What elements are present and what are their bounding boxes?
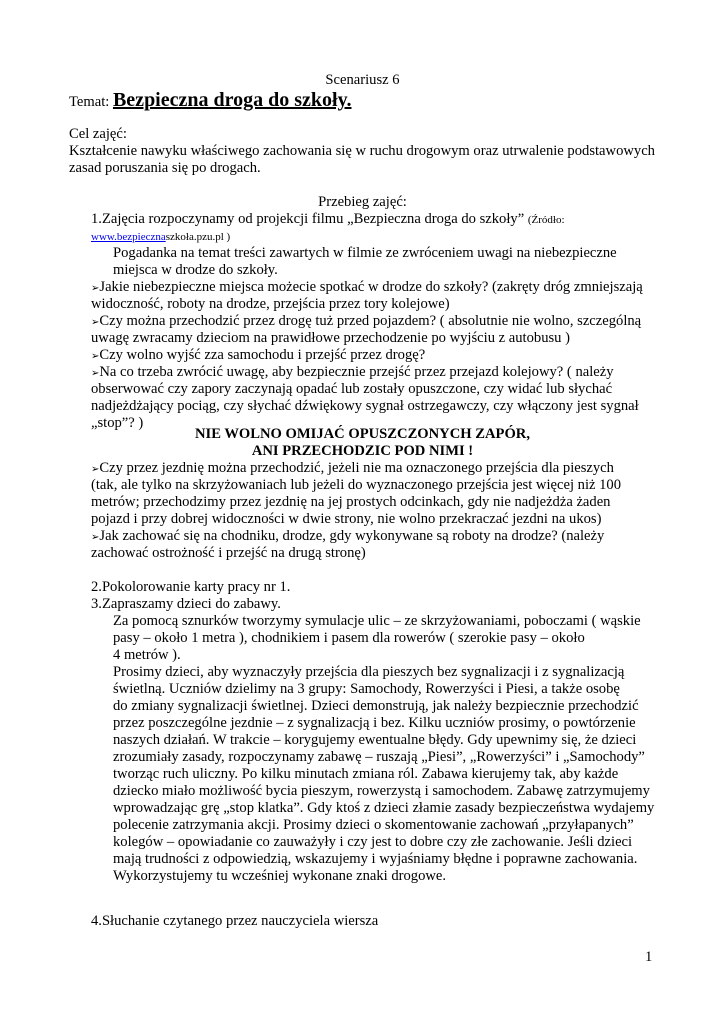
question-text: Czy można przechodzić przez drogę tuż przed pojazdem? ( absolutnie nie wolno, szczególną <box>99 313 642 329</box>
question-item <box>91 460 614 478</box>
question-text: uwagę zwracamy dzieciom na prawidłowe przechodzenie po wyjściu z autobusu ) <box>91 330 570 346</box>
talk-line: miejsca w drodze do szkoły. <box>113 262 278 278</box>
game-line: Za pomocą sznurków tworzymy symulacje ulic – ze skrzyżowaniami, poboczami ( wąskie <box>113 613 641 629</box>
page-number: 1 <box>645 949 653 965</box>
question-text: (tak, ale tylko na skrzyżowaniach lub jeżeli do wyznaczonego przejścia jest więcej niż 100 <box>91 477 622 493</box>
game-line: 4 metrów ). <box>113 647 181 663</box>
question-text: Czy przez jezdnię można przechodzić, jeżeli nie ma oznaczonego przejścia dla pieszych <box>99 460 614 476</box>
topic-line <box>69 89 352 113</box>
goal-line: Kształcenie nawyku właściwego zachowania się w ruchu drogowym oraz utrwalenie podstawowych <box>69 143 655 159</box>
item-1 <box>91 211 565 229</box>
item-2: 2.Pokolorowanie karty pracy nr 1. <box>91 579 291 595</box>
game-line: do zmiany sygnalizacji świetlnej. Dzieci demonstrują, jak należy bezpiecznie przechodzić <box>113 698 639 714</box>
topic-title: Bezpieczna droga do szkoły. <box>112 89 352 111</box>
question-text: nadjeżdżający pociąg, czy słychać dźwiękowy sygnał ostrzegawczy, czy włączony jest sygnał <box>91 398 639 414</box>
question-text: Czy wolno wyjść zza samochodu i przejść przez drogę? <box>99 347 426 363</box>
talk-line: Pogadanka na temat treści zawartych w filmie ze zwróceniem uwagi na niebezpieczne <box>113 245 617 261</box>
game-line: pasy – około 1 metra ), chodnikiem i pasem dla rowerów ( szerokie pasy – około <box>113 630 585 646</box>
source-link[interactable]: www.bezpieczna <box>91 231 166 243</box>
arrow-bullet-icon: ➢ <box>91 532 100 543</box>
goal-line: zasad poruszania się po drogach. <box>69 160 261 176</box>
question-text: „stop”? ) <box>91 415 144 431</box>
game-line: Wykorzystujemy tu wcześniej wykonane znaki drogowe. <box>113 868 447 884</box>
game-line: przez poszczególne jezdnie – z sygnalizacją i bez. Kilku uczniów prosimy, o powtórzenie <box>113 715 636 731</box>
question-text: obserwować czy zapory zaczynają opadać lub zostały opuszczone, czy widać lub słychać <box>91 381 613 397</box>
source-link-rest: szkoła.pzu.pl ) <box>165 231 231 243</box>
game-line: polecenie zatrzymania akcji. Prosimy dzieci o skomentowanie zachowań „przyłapanych” <box>113 817 634 833</box>
game-line: dziecko miało możliwość bycia pieszym, rowerzystą i samochodem. Zabawę zatrzymujemy <box>113 783 650 799</box>
arrow-bullet-icon: ➢ <box>91 283 100 294</box>
game-line: mają trudności z odpowiedzią, wskazujemy i wyjaśniamy błędne i poprawne zachowania. <box>113 851 638 867</box>
item-1-source: (Źródło: <box>527 214 565 226</box>
question-text: metrów; przechodzimy przez jezdnię na jej prostych odcinkach, gdy nie nadjeżdża żaden <box>91 494 611 510</box>
arrow-bullet-icon: ➢ <box>91 368 100 379</box>
arrow-bullet-icon: ➢ <box>91 464 100 475</box>
arrow-bullet-icon: ➢ <box>91 317 100 328</box>
question-text: Na co trzeba zwrócić uwagę, aby bezpiecznie przejść przez przejazd kolejowy? ( należy <box>99 364 614 380</box>
game-line: naszych działań. W trakcie – korygujemy ewentualne błędy. Gdy upewnimy się, że dzieci <box>113 732 637 748</box>
question-text: pojazd i przy dobrej widoczności w dwie strony, nie wolno przekraczać jezdni na ukos) <box>91 511 602 527</box>
question-item <box>91 364 614 382</box>
warning-line: ANI PRZECHODZIC POD NIMI ! <box>251 443 474 459</box>
question-item <box>91 313 641 331</box>
item-1-link-line <box>91 228 230 246</box>
scenario-label: Scenariusz 6 <box>325 72 400 88</box>
game-line: zrozumiały zasady, rozpoczynamy zabawę – ruszają „Piesi”, „Rowerzyści” i „Samochody” <box>113 749 645 765</box>
item-3: 3.Zapraszamy dzieci do zabawy. <box>91 596 281 612</box>
warning-line: NIE WOLNO OMIJAĆ OPUSZCZONYCH ZAPÓR, <box>194 426 530 442</box>
game-line: tworząc ruch uliczny. Po kilku minutach zmiana ról. Zabawa kierujemy tak, aby każde <box>113 766 619 782</box>
course-heading: Przebieg zajęć: <box>318 194 407 210</box>
item-4: 4.Słuchanie czytanego przez nauczyciela wiersza <box>91 913 379 929</box>
game-line: świetlną. Uczniów dzielimy na 3 grupy: Samochody, Rowerzyści i Piesi, a także osobę <box>113 681 620 697</box>
question-item <box>91 279 643 297</box>
topic-prefix: Temat: <box>69 94 110 110</box>
game-line: Prosimy dzieci, aby wyznaczyły przejścia dla pieszych bez sygnalizacji i z sygnalizacją <box>113 664 625 680</box>
item-1-text: 1.Zajęcia rozpoczynamy od projekcji filmu „Bezpieczna droga do szkoły” <box>91 211 525 227</box>
question-text: zachować ostrożność i przejść na drugą stronę) <box>91 545 366 561</box>
question-text: widoczność, roboty na drodze, przejścia przez tory kolejowe) <box>91 296 450 312</box>
question-item <box>91 528 604 546</box>
question-text: Jak zachować się na chodniku, drodze, gdy wykonywane są roboty na drodze? (należy <box>99 528 605 544</box>
question-text: Jakie niebezpieczne miejsca możecie spotkać w drodze do szkoły? (zakręty dróg zmniejszają <box>99 279 643 295</box>
game-line: kolegów – opowiadanie co zauważyły i czy jest to dobre czy złe zachowanie. Jeśli dzieci <box>113 834 633 850</box>
question-item <box>91 347 425 365</box>
game-line: wprowadzając grę „stop klatka”. Gdy ktoś z dzieci złamie zasady bezpieczeństwa wydajemy <box>113 800 655 816</box>
arrow-bullet-icon: ➢ <box>91 351 100 362</box>
goal-heading: Cel zajęć: <box>69 126 127 142</box>
